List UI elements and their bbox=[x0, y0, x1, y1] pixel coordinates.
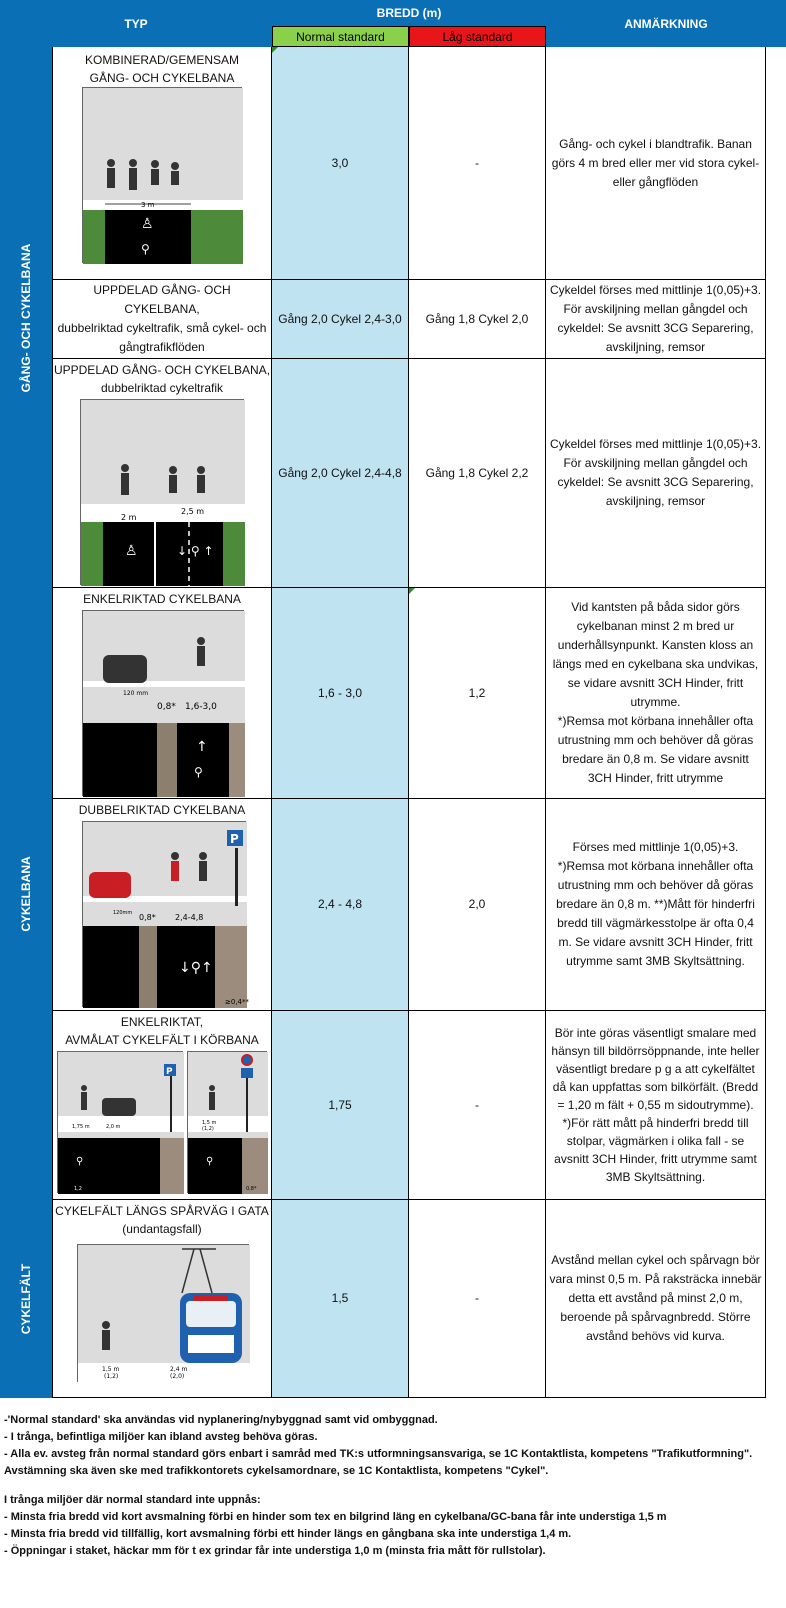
note-line: I trånga miljöer där normal standard inte uppnås: bbox=[4, 1494, 261, 1506]
dim-label: (1,2) bbox=[104, 1373, 119, 1380]
category-cykelbana: CYKELBANA bbox=[0, 588, 52, 1200]
typ-cell-row-7 bbox=[52, 1200, 272, 1398]
typ-cell-row-3 bbox=[52, 359, 272, 588]
dim-label: 1,5 m bbox=[202, 1120, 217, 1126]
parking-sign-icon: P bbox=[166, 1067, 173, 1077]
cross-section-illustration bbox=[80, 399, 244, 585]
dim-label: 1,2 bbox=[74, 1186, 82, 1192]
lag-cell-row-5: 2,0 bbox=[409, 799, 546, 1011]
typ-cell-row-5 bbox=[52, 799, 272, 1011]
note-line: -'Normal standard' ska användas vid nyplanering/nybyggnad samt vid ombyggnad. bbox=[4, 1414, 438, 1426]
dim-label: 0,8* bbox=[246, 1186, 257, 1192]
cross-section-illustration bbox=[57, 1051, 183, 1193]
normal-cell-row-6: 1,75 bbox=[272, 1011, 409, 1200]
lag-cell-row-7: - bbox=[409, 1200, 546, 1398]
dim-label: 1,6-3,0 bbox=[185, 702, 217, 712]
cross-section-illustration-2 bbox=[187, 1051, 267, 1193]
typ-title: CYKELFÄLT LÄNGS SPÅRVÄG I GATA (undantagsfall) bbox=[55, 1204, 269, 1236]
dim-label: 2,4 m bbox=[170, 1366, 188, 1373]
parking-sign-icon: P bbox=[230, 832, 239, 846]
dim-label: 120 mm bbox=[123, 690, 149, 697]
svg-text:↓⚲↑: ↓⚲↑ bbox=[179, 960, 213, 976]
lag-cell-row-1: - bbox=[409, 47, 546, 280]
typ-title: KOMBINERAD/GEMENSAM GÅNG- OCH CYKELBANA bbox=[84, 53, 240, 85]
typ-cell-row-1 bbox=[52, 47, 272, 280]
dim-label: 0,8* bbox=[139, 913, 156, 922]
note-line: - Minsta fria bredd vid kort avsmalning förbi en hinder som tex en bilgrind läng en cykelbana/GC-bana får inte understiga 1,5 m bbox=[4, 1511, 667, 1523]
svg-text:⚲: ⚲ bbox=[76, 1156, 84, 1167]
header-lag-standard: Låg standard bbox=[409, 26, 546, 47]
dim-label: (2,0) bbox=[170, 1373, 185, 1380]
svg-text:♙: ♙ bbox=[125, 543, 138, 559]
dim-label: 120mm bbox=[113, 910, 133, 916]
typ-title: DUBBELRIKTAD CYKELBANA bbox=[78, 803, 246, 817]
note-line: - Alla ev. avsteg från normal standard görs enbart i samråd med TK:s utformningsansvariga, se 1C Kontaktlista, kompetens "Trafikutformning". Avstämning ska även ske med trafikkontorets cykelsamordnare, se 1C Kontaktlista, kompetens "Cykel". bbox=[4, 1448, 753, 1477]
dim-label: ≥0,4** bbox=[225, 998, 249, 1006]
normal-cell-row-5: 2,4 - 4,8 bbox=[272, 799, 409, 1011]
lag-cell-row-2: Gång 1,8 Cykel 2,0 bbox=[409, 280, 546, 359]
dim-label: 2,5 m bbox=[181, 507, 205, 516]
normal-cell-row-2: Gång 2,0 Cykel 2,4-3,0 bbox=[272, 280, 409, 359]
comment-marker-icon bbox=[409, 588, 415, 594]
lag-cell-row-3: Gång 1,8 Cykel 2,2 bbox=[409, 359, 546, 588]
anm-cell-row-7: Avstånd mellan cykel och spårvagn bör vara minst 0,5 m. På raksträcka innebär detta ett avstånd på minst 2,0 m, beroende på spårvagnbredd. Större avstånd behövs vid kurva. bbox=[546, 1200, 766, 1398]
typ-cell-row-2: UPPDELAD GÅNG- OCH CYKELBANA, dubbelriktad cykeltrafik, små cykel- och gångtrafikflöden bbox=[52, 280, 272, 359]
header-anmarkning: ANMÄRKNING bbox=[624, 16, 708, 31]
normal-cell-row-7: 1,5 bbox=[272, 1200, 409, 1398]
normal-cell-row-1: 3,0 bbox=[272, 47, 409, 280]
note-line: - I trånga, befintliga miljöer kan ibland avsteg behöva göras. bbox=[4, 1431, 318, 1443]
cross-section-illustration bbox=[77, 1244, 249, 1382]
note-line: - Öppningar i staket, häckar mm för t ex grindar får inte understiga 1,0 m (minsta fria mått för rullstolar). bbox=[4, 1545, 546, 1557]
header-bredd: BREDD (m) bbox=[376, 6, 442, 20]
category-gang-och-cykelbana: GÅNG- OCH CYKELBANA bbox=[0, 47, 52, 588]
note-spacer bbox=[4, 1480, 784, 1492]
header-typ: TYP bbox=[124, 16, 148, 31]
svg-text:↑: ↑ bbox=[196, 739, 208, 755]
anm-cell-row-3: Cykeldel förses med mittlinje 1(0,05)+3. För avskiljning mellan gångdel och cykeldel: Se avsnitt 3CG Separering, avskiljning, remsor bbox=[546, 359, 766, 588]
dim-label: 2,4-4,8 bbox=[175, 913, 204, 922]
typ-title: UPPDELAD GÅNG- OCH CYKELBANA, dubbelriktad cykeltrafik bbox=[53, 363, 271, 395]
category-cykelfalt: CYKELFÄLT bbox=[0, 1200, 52, 1398]
svg-text:⚲: ⚲ bbox=[206, 1156, 214, 1167]
dim-label: 0,8* bbox=[157, 702, 176, 712]
anm-cell-row-4: Vid kantsten på båda sidor görs cykelbanan minst 2 m bred ur underhållsynpunkt. Kansten kloss an längs med en cykelbana ska undvikas, se vidare avsnitt 3CH Hinder, fritt utrymme. *)Remsa mot körbana innehåller ofta utrustning mm och behöver då göras bredare än 0,8 m. Se vidare avsnitt 3CH Hinder, fritt utrymme bbox=[546, 588, 766, 799]
footnotes bbox=[4, 1412, 784, 1560]
dim-label: 3 m bbox=[141, 201, 155, 209]
lag-cell-row-4: 1,2 bbox=[409, 588, 546, 799]
note-line: - Minsta fria bredd vid tillfällig, kort avsmalning förbi ett hinder längs en gångbana ska inte understiga 1,4 m. bbox=[4, 1528, 572, 1540]
header-normal-standard: Normal standard bbox=[272, 26, 409, 47]
dim-label: 1,5 m bbox=[102, 1366, 120, 1373]
cross-section-illustration bbox=[82, 821, 249, 1007]
comment-marker-icon bbox=[272, 47, 278, 53]
anm-cell-row-2: Cykeldel förses med mittlinje 1(0,05)+3. För avskiljning mellan gångdel och cykeldel: Se avsnitt 3CG Separering, avskiljning, remsor bbox=[546, 280, 766, 359]
dim-label: 2,0 m bbox=[106, 1124, 121, 1130]
cross-section-illustration bbox=[82, 610, 244, 796]
typ-title: ENKELRIKTAD CYKELBANA bbox=[83, 592, 241, 606]
anm-cell-row-1: Gång- och cykel i blandtrafik. Banan görs 4 m bred eller mer vid stora cykel- eller gångflöden bbox=[546, 47, 766, 280]
dim-label: 2 m bbox=[121, 513, 137, 522]
anm-cell-row-5: Förses med mittlinje 1(0,05)+3. *)Remsa mot körbana innehåller ofta utrustning mm och behöver då göras bredare än 0,8 m. **)Mått för hinderfri bredd till vägmärkesstolpe är ofta 0,4 m. Se vidare avsnitt 3CH Hinder, fritt utrymme samt 3MB Skyltsättning. bbox=[546, 799, 766, 1011]
normal-cell-row-4: 1,6 - 3,0 bbox=[272, 588, 409, 799]
lag-cell-row-6: - bbox=[409, 1011, 546, 1200]
svg-text:♙: ♙ bbox=[141, 216, 154, 232]
anm-cell-row-6: Bör inte göras väsentligt smalare med hänsyn till bildörrsöppnande, inte heller väsentligt bredare p g a att cykelfältet då kan uppfattas som bilkörfält. (Bredd = 1,20 m fält + 0,55 m sidoutrymme). *)För rätt mått på hinderfri bredd till stolpar, vägmärken i olika fall - se avsnitt 3CH Hinder, fritt utrymme samt 3MB Skyltsättning. bbox=[546, 1011, 766, 1200]
dim-label: (1,2) bbox=[202, 1126, 214, 1132]
typ-cell-row-6 bbox=[52, 1011, 272, 1200]
cross-section-illustration bbox=[82, 87, 242, 263]
typ-cell-row-4 bbox=[52, 588, 272, 799]
svg-text:↓ ⚲ ↑: ↓ ⚲ ↑ bbox=[177, 544, 214, 558]
typ-title: ENKELRIKTAT, AVMÅLAT CYKELFÄLT I KÖRBANA bbox=[65, 1015, 259, 1047]
dim-label: 1,75 m bbox=[72, 1124, 90, 1130]
normal-cell-row-3: Gång 2,0 Cykel 2,4-4,8 bbox=[272, 359, 409, 588]
svg-text:⚲: ⚲ bbox=[194, 765, 203, 779]
svg-text:⚲: ⚲ bbox=[141, 242, 150, 256]
